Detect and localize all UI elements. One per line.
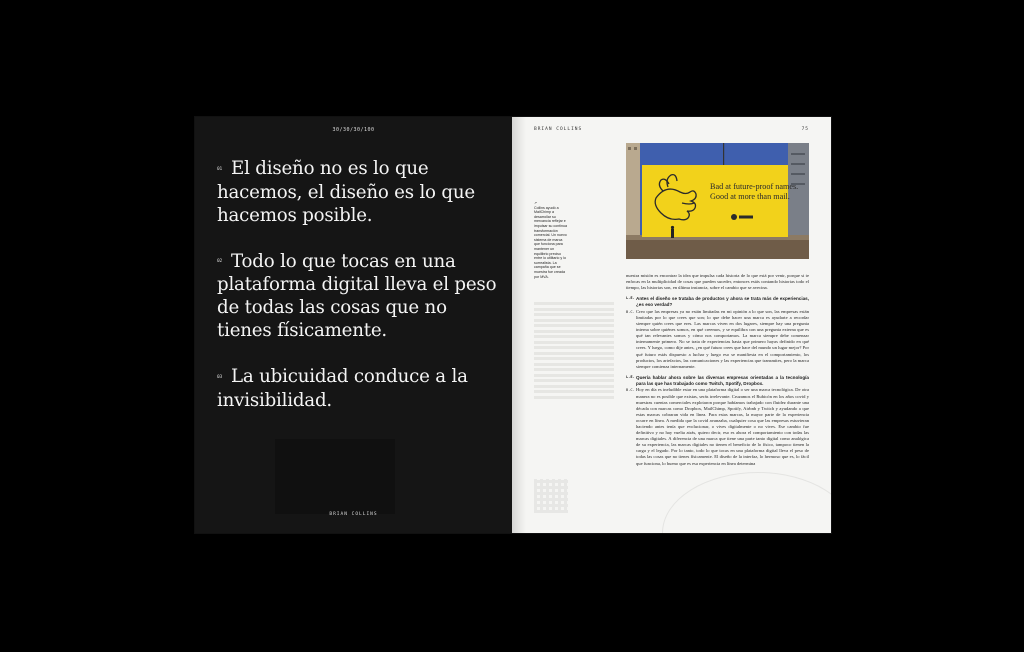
- show-through-image: [275, 439, 395, 514]
- gutter-shadow: [512, 117, 526, 533]
- quote-text: El diseño no es lo que hacemos, el diseño es lo que hacemos posible.: [217, 158, 475, 226]
- left-page: [195, 117, 512, 533]
- billboard-line-1: Bad at future-proof names.: [710, 182, 799, 191]
- question-text: Antes el diseño se trataba de productos y ahora se trata más de experiencias, ¿es eso verdad?: [636, 296, 809, 308]
- intro-paragraph: nuestra misión es encontrar la idea que impulsa cada historia de lo que está por venir, porque si te enfocas en la multiplicidad de cosas que pueden suceder, entonces estás contando historias todo el tiempo, las historias son, en última instancia, sobre el cambio que se avecina.: [626, 273, 809, 291]
- qa-block: [626, 296, 809, 370]
- question-tag: L.E.: [626, 374, 635, 379]
- question: [626, 296, 809, 308]
- photo-caption: [534, 201, 568, 279]
- show-through-qr-code: [534, 479, 568, 513]
- qa-block: [626, 375, 809, 467]
- folio-bottom: BRIAN COLLINS: [329, 512, 378, 517]
- billboard-line-2: Good at more than mail.: [710, 192, 790, 201]
- magazine-spread: [195, 117, 831, 533]
- answer-text: Hoy en día es ineludible estar en una plataforma digital o ser una marca tecnológica. De otra manera no es posible que existas, serás irrelevante. Cruzamos el Rubicón en los años covid y muestras cuentas comerciales explotaron porque habíamos trabajado con fluidez durante una década con marcas como Dropbox, MailChimp, Spotify, Airbnb y Twitch y ayudando a que estas marcas cobraran vida en línea. Para estas marcas, la mayor parte de la experiencia ocurre en línea. A medida que la covid avanzaba, cualquier cosa que las empresas estuvieran haciendo antes tenía que evolucionar, o vives digitalmente o no vives. Ese cambio fue definitivo y no hay vuelta atrás, quiero decir, eso es ahora el comportamiento con todas las marcas digitales. A diferencia de una marca que tiene una parte tanto digital como analógica de su experiencia, las marcas digitales no tienen el beneficio de lo físico, tampoco tienen la carga y el legado. Por lo tanto, todo lo que tocas en una plataforma digital lleva el peso de todas las cosas que no tienes físicamente. El diseño de la interfaz, lo hermoso que es, lo fácil que funciona, lo bueno que es esa experiencia en línea determina: [636, 387, 809, 466]
- question-tag: L.E.: [626, 296, 635, 301]
- caption-arrow-icon: ↗: [534, 201, 538, 205]
- answer: [626, 309, 809, 370]
- question: [626, 375, 809, 387]
- answer: [626, 387, 809, 466]
- running-head: BRIAN COLLINS: [534, 127, 583, 132]
- caption-text: Collins ayudó a MailChimp a desarrollar su mercancía reflejar e impulsar su continua transformación comercial. Un nuevo sistema de marca que funciona para mantener un equilibrio preciso entre lo utilitario y lo surrealista. La campaña que se muestra fue creada por MVA.: [534, 205, 567, 279]
- pull-quote: [217, 250, 499, 343]
- answer-tag: B.C.: [626, 309, 635, 314]
- answer-text: Creo que las empresas ya no están limitadas en mi opinión a lo que son, las empresas están limitadas por lo que crees que son; lo que debe hacer una marca es ayudarte a recordar siempre quién crees que eres. Las marcas viven en dos lugares, siempre hay una pregunta interna sobre quiénes somos, en qué creemos, y se equilibra con una pregunta externa que es qué tan relevantes somos y cómo nos comportamos. La marca siempre debe comenzar internamente primero. No se trata de experiencias hasta que primero hayas definido en qué crees. Y luego, como dije antes, ¿en qué futuro crees que hace del mundo un lugar mejor? Por qué futuro estás dispuesto a luchar y luego eso se manifiesta en el comportamiento, los productos, los artefactos, las comunicaciones y las experiencias que transmites, pero la marca siempre comienza internamente.: [636, 308, 809, 369]
- answer-tag: B.C.: [626, 388, 635, 393]
- pull-quotes: [217, 157, 499, 435]
- show-through-arc: [662, 472, 831, 533]
- quote-text: La ubicuidad conduce a la invisibilidad.: [217, 366, 468, 411]
- show-through-text: [534, 302, 614, 401]
- right-page: [512, 117, 831, 533]
- page-number: 75: [801, 127, 809, 132]
- quote-number: 03: [217, 374, 223, 380]
- running-header: [534, 127, 809, 132]
- folio-top: 30/30/30/100: [332, 127, 375, 133]
- quote-number: 02: [217, 259, 223, 264]
- quote-number: 01: [217, 166, 223, 172]
- pull-quote: [217, 365, 499, 412]
- pull-quote: [217, 157, 499, 227]
- interview-body: [626, 273, 809, 472]
- question-text: Quería hablar ahora sobre las diversas empresas orientadas a la tecnología para las que has trabajado como Twitch, Spotify, Dropbox.: [636, 374, 809, 386]
- billboard-illustration: [626, 143, 809, 259]
- billboard-photo: [626, 143, 809, 259]
- quote-text: Todo lo que tocas en una plataforma digital lleva el peso de todas las cosas que no tienes físicamente.: [217, 250, 497, 341]
